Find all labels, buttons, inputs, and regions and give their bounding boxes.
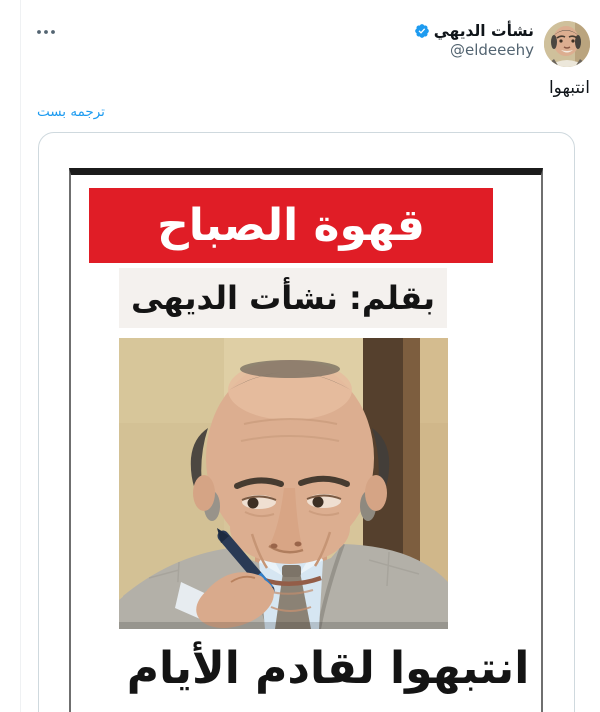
- embedded-image-card[interactable]: [38, 132, 575, 712]
- author-avatar-photo: [544, 21, 590, 67]
- tweet-text: انتبهوا: [548, 78, 590, 98]
- author-handle: @eldeeehy: [450, 41, 534, 59]
- newspaper-byline: بقلم: نشأت الديهى: [119, 268, 447, 328]
- timeline-left-border: [20, 0, 21, 712]
- newspaper-headline: انتبهوا لقادم الأيام: [126, 643, 530, 694]
- author-avatar[interactable]: [544, 21, 590, 67]
- author-name: نشأت الديهي: [433, 22, 534, 40]
- more-options-button[interactable]: [34, 23, 58, 41]
- columnist-photo: [119, 338, 448, 629]
- newspaper-column-banner: قهوة الصباح: [89, 188, 493, 263]
- verified-badge-icon: [414, 23, 430, 39]
- author-block[interactable]: [414, 22, 534, 60]
- columnist-portrait-illustration: [119, 338, 448, 629]
- translate-post-link[interactable]: ترجمه بست: [37, 104, 105, 120]
- newspaper-clipping: [69, 168, 543, 712]
- more-horizontal-icon: [36, 29, 56, 35]
